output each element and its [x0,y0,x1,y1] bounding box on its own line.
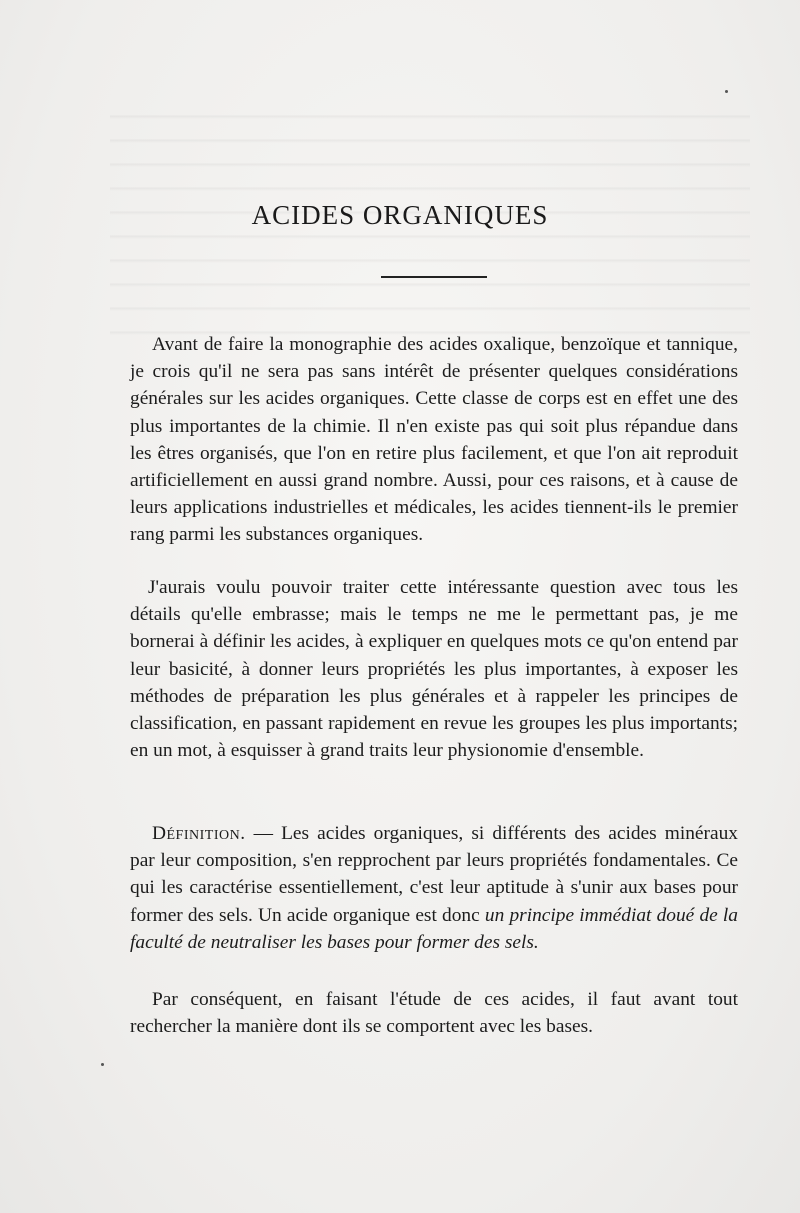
paragraph-plan: J'aurais voulu pouvoir traiter cette intéressante question avec tous les détails qu'elle embrasse; mais le temps ne me le permettant pas, je me bornerai à définir les acides, à expliquer en quelques mots ce qu'on entend par leur basicité, à donner leurs propriétés les plus importantes, à exposer les méthodes de préparation les plus générales et à rappeler les principes de classification, en passant rapidement en revue les groupes les plus importants; en un mot, à esquisser à grand traits leur physionomie d'ensemble. [130,577,738,762]
ink-speck [725,90,728,93]
definition-text: — Les acides organiques, si différents des acides minéraux par leur composition, s'en repprochent par leurs propriétés fondamentales. Ce qui les caractérise essentiellement, c'est leur aptitude à s'unir aux bases pour former des sels. Un acide organique est donc [130,823,738,926]
page-title: ACIDES ORGANIQUES [251,200,549,230]
paragraph-consequence: Par conséquent, en faisant l'étude de ces acides, il faut avant tout rechercher la manière dont ils se comportent avec les bases. [130,989,738,1038]
title-rule [381,276,487,278]
paragraph-intro: Avant de faire la monographie des acides oxalique, benzoïque et tannique, je crois qu'il ne sera pas sans intérêt de présenter quelques considérations générales sur les acides organiques. Cette classe de corps est en effet une des plus importantes de la chimie. Il n'en existe pas qui soit plus répandue dans les êtres organisés, que l'on en retire plus facilement, et que l'on ait reproduit artificiellement en aussi grand nombre. Aussi, pour ces raisons, et à cause de leurs applications industrielles et médicales, les acides tiennent-ils le premier rang parmi les substances organiques. [130,334,738,546]
ink-speck [101,1063,104,1066]
definition-italic: un principe immédiat doué de la faculté de neutraliser les bases pour former des sels. [130,904,738,953]
definition-label: Définition. [152,823,246,844]
paragraph-definition [130,820,738,956]
